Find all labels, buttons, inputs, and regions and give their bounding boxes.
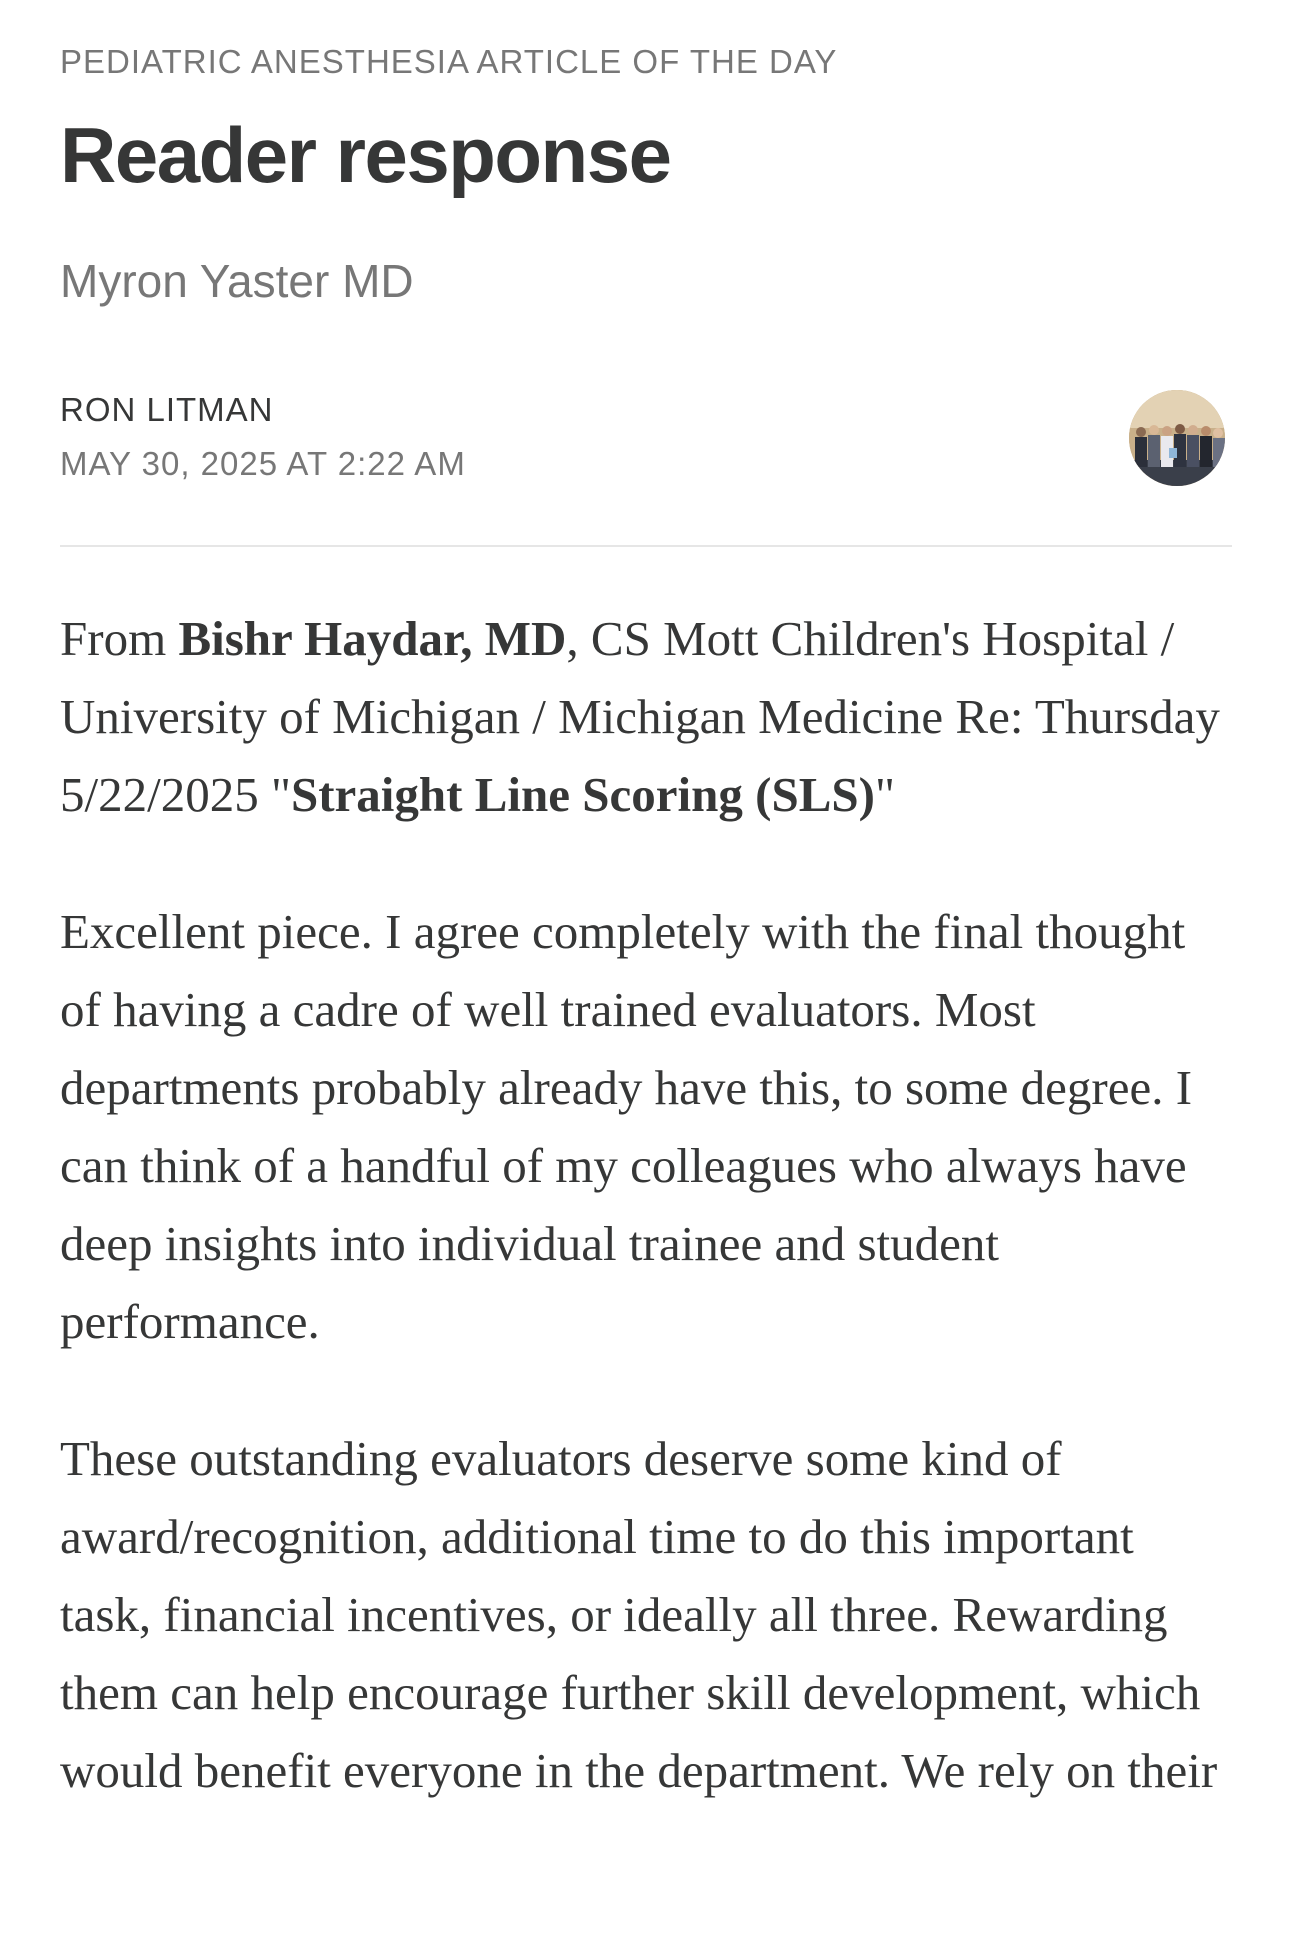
from-label: From: [60, 611, 179, 666]
close-quote: ": [874, 767, 895, 822]
post-date: MAY 30, 2025 AT 2:22 AM: [60, 445, 466, 482]
author-avatar[interactable]: [1129, 390, 1225, 486]
paragraph-2: Excellent piece. I agree completely with the final thought of having a cadre of well trained evaluators. Most departments probably already have this, to some degree. I can think of a handful of my colleagues who always have deep insights into individual trainee and student performance.: [60, 904, 1193, 1349]
paragraph-3: These outstanding evaluators deserve some kind of award/recognition, additional time to do this important task, financial incentives, or ideally all three. Rewarding them can help encourage further skill development, which would benefit everyone in the department. We rely on their: [60, 1431, 1218, 1798]
byline: [60, 390, 1232, 490]
publication-name[interactable]: PEDIATRIC ANESTHESIA ARTICLE OF THE DAY: [60, 43, 838, 80]
paragraph-sender: [60, 600, 1230, 834]
referenced-article-title: Straight Line Scoring (SLS): [290, 767, 875, 822]
post-body: [60, 600, 1232, 1810]
sender-affiliation: , CS Mott Children's Hospital / University of Michigan / Michigan Medicine Re: Thursday 5/22/2025 ": [60, 611, 1220, 822]
post-title: Reader response: [60, 111, 671, 199]
author-name[interactable]: RON LITMAN: [60, 391, 274, 428]
sender-name: Bishr Haydar, MD: [178, 611, 567, 666]
post-subtitle: Myron Yaster MD: [60, 255, 414, 307]
header-divider: [60, 545, 1232, 547]
group-photo-icon: [1129, 390, 1225, 486]
